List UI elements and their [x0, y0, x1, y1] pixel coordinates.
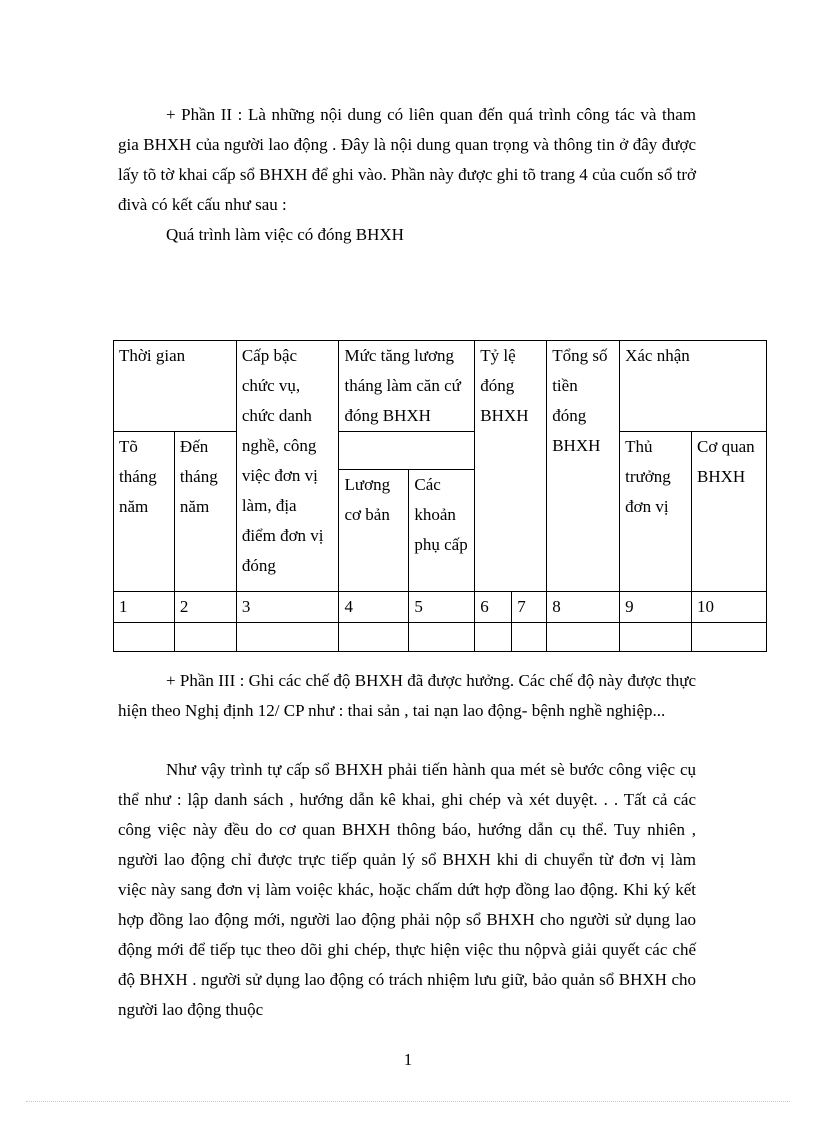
- column-number: 5: [409, 592, 475, 623]
- column-number: 10: [692, 592, 767, 623]
- bhxh-work-history-table: [113, 340, 767, 652]
- part2-paragraph: + Phần II : Là những nội dung có liên quan đến quá trình công tác và tham gia BHXH của người lao động . Đây là nội dung quan trọng và thông tin ở đây được lấy tõ tờ khai cấp sổ BHXH để ghi vào. Phần này được ghi tõ trang 4 của cuốn sổ trở đivà có kết cấu như sau :: [118, 105, 696, 214]
- empty-cell: [512, 623, 547, 652]
- column-number: 3: [236, 592, 339, 623]
- column-number: 7: [512, 592, 547, 623]
- header-ty-le: Tỷ lệ đóng BHXH: [475, 341, 547, 592]
- column-number: 1: [114, 592, 175, 623]
- column-number: 4: [339, 592, 409, 623]
- column-number: 8: [547, 592, 620, 623]
- header-phu-cap: Các khoản phụ cấp: [409, 470, 475, 592]
- column-number: 2: [174, 592, 236, 623]
- empty-cell: [236, 623, 339, 652]
- header-xac-nhan: Xác nhận: [620, 341, 767, 432]
- header-tong-so-tien: Tổng số tiền đóng BHXH: [547, 341, 620, 592]
- page-number: 1: [403, 1050, 413, 1069]
- empty-cell: [692, 623, 767, 652]
- header-luong-co-ban: Lương cơ bản: [339, 470, 409, 592]
- empty-cell: [475, 623, 512, 652]
- footer-divider: [26, 1101, 790, 1102]
- empty-table-row: [114, 623, 767, 652]
- header-co-quan: Cơ quan BHXH: [692, 432, 767, 592]
- empty-cell: [547, 623, 620, 652]
- header-den-thang-nam: Đến tháng năm: [174, 432, 236, 592]
- empty-cell: [339, 623, 409, 652]
- header-thoi-gian: Thời gian: [114, 341, 237, 432]
- column-number: 9: [620, 592, 692, 623]
- part3-paragraph: + Phần III : Ghi các chế độ BHXH đã được hưởng. Các chế độ này được thực hiện theo Nghị định 12/ CP như : thai sản , tai nạn lao động- bệnh nghề nghiệp...: [118, 671, 696, 720]
- header-tu-thang-nam: Tõ tháng năm: [114, 432, 175, 592]
- column-number: 6: [475, 592, 512, 623]
- empty-cell: [620, 623, 692, 652]
- header-thu-truong: Thủ trưởng đơn vị: [620, 432, 692, 592]
- column-number-row: [114, 592, 767, 623]
- table-caption: Quá trình làm việc có đóng BHXH: [166, 225, 404, 244]
- header-cap-bac: Cấp bậc chức vụ, chức danh nghề, công việc đơn vị làm, địa điểm đơn vị đóng: [236, 341, 339, 592]
- empty-cell: [114, 623, 175, 652]
- empty-cell: [174, 623, 236, 652]
- muc-tang-spacer: [339, 432, 475, 470]
- procedure-paragraph: Như vậy trình tự cấp sổ BHXH phải tiến hành qua mét sè bước công việc cụ thể như : lập danh sách , hướng dẫn kê khai, ghi chép và xét duyệt. . . Tất cả các công việc này đều do cơ quan BHXH thông báo, hướng dẫn cụ thể. Tuy nhiên , người lao động chỉ được trực tiếp quản lý sổ BHXH khi di chuyển từ đơn vị làm việc này sang đơn vị làm voiệc khác, hoặc chấm dứt hợp đồng lao động. Khi ký kết hợp đồng lao động mới, người lao động phải nộp sổ BHXH cho người sử dụng lao động mới để tiếp tục theo dõi ghi chép, thực hiện việc thu nộpvà giải quyết các chế độ BHXH . người sử dụng lao động có trách nhiệm lưu giữ, bảo quản sổ BHXH cho người lao động thuộc: [118, 760, 696, 1019]
- header-muc-tang-luong: Mức tăng lương tháng làm căn cứ đóng BHXH: [339, 341, 475, 432]
- empty-cell: [409, 623, 475, 652]
